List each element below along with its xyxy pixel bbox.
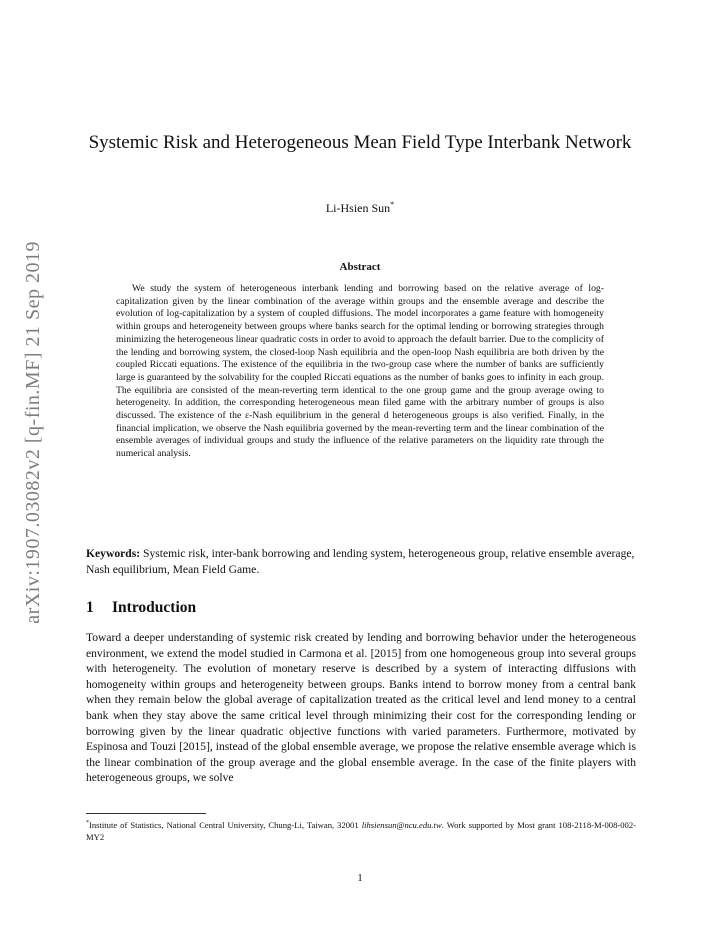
footnote-rule xyxy=(86,813,206,814)
page-number: 1 xyxy=(357,872,363,884)
abstract-heading: Abstract xyxy=(339,261,381,273)
section-title: Introduction xyxy=(112,599,197,616)
keywords-label: Keywords: xyxy=(86,547,141,560)
author-footnote-mark: * xyxy=(390,200,395,209)
arxiv-stamp-container xyxy=(2,212,64,652)
paper-title: Systemic Risk and Heterogeneous Mean Field Type Interbank Network xyxy=(88,132,632,153)
keywords-text: Systemic risk, inter-bank borrowing and lending system, heterogeneous group, relative ensemble average, Nash equilibrium, Mean Field Game. xyxy=(86,547,635,576)
footnote-text-2: . Work supported by Most grant 108-2118-M-008-002-MY2 xyxy=(86,819,636,842)
author-name: Li-Hsien Sun xyxy=(325,201,391,215)
keywords xyxy=(86,546,636,578)
footnote-email: lihsiensun@ncu.edu.tw xyxy=(361,819,442,830)
footnote-mark: * xyxy=(86,820,89,826)
section-heading xyxy=(86,599,196,617)
arxiv-stamp: arXiv:1907.03082v2 [q-fin.MF] 21 Sep 2019 xyxy=(21,240,44,624)
section-number: 1 xyxy=(86,599,94,616)
intro-paragraph: Toward a deeper understanding of systemic risk created by lending and borrowing behavior under the heterogeneous environment, we extend the model studied in Carmona et al. [2015] from one homogeneous group into several groups with heterogeneity. The evolution of monetary reserve is described by a system of interacting diffusions with homogeneity within groups and heterogeneity between groups. Banks intend to borrow money from a central bank when they remain below the global average of capitalization treated as the critical level and lend money to a central bank when they stay above the same critical level through minimizing their cost for the corresponding lending or borrowing given by the linear quadratic objective functions with varied parameters. Furthermore, motivated by Espinosa and Touzi [2015], instead of the global ensemble average, we propose the relative ensemble average which is the linear combination of the group average and the global ensemble average. In the case of the finite players with heterogeneous groups, we solve xyxy=(86,632,636,785)
footnote xyxy=(86,817,636,843)
footnote-text: Institute of Statistics, National Central University, Chung-Li, Taiwan, 32001 xyxy=(89,819,362,830)
author-line xyxy=(86,200,634,216)
abstract-body: We study the system of heterogeneous interbank lending and borrowing based on the relative average of log-capitalization given by the linear combination of the average within groups and the ensemble average and describe the evolution of log-capitalization by a system of coupled diffusions. The model incorporates a game feature with homogeneity within groups and heterogeneity between groups where banks search for the optimal lending or borrowing strategies through minimizing the heterogeneous linear quadratic costs in order to avoid to approach the default barrier. Due to the complicity of the lending and borrowing system, the closed-loop Nash equilibria and the open-loop Nash equilibria are both driven by the coupled Riccati equations. The existence of the equilibria in the two-group case where the number of banks are sufficiently large is guaranteed by the solvability for the coupled Riccati equations as the number of banks goes to infinity in each group. The equilibria are consisted of the mean-reverting term identical to the one group game and the group average owing to heterogeneity. In addition, the corresponding heterogeneous mean filed game with the arbitrary number of groups is also discussed. The existence of the ε-Nash equilibrium in the general d heterogeneous groups is also verified. Finally, in the financial implication, we observe the Nash equilibria governed by the mean-reverting term and the linear combination of the ensemble averages of individual groups and study the influence of the relative parameters on the liquidity rate through the numerical analysis. xyxy=(116,283,604,460)
